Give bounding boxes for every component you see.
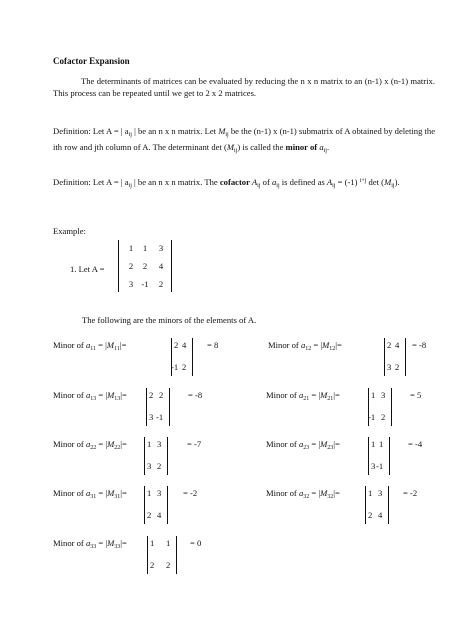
minor-cell: 2 [166,560,171,570]
determinant-left-bar [384,338,385,376]
minor-cell: 1 [368,488,373,498]
minor-label: Minor of $a_{31} = |M_{31}|=$ [53,488,127,500]
minor-cell: 3 [387,362,392,372]
minor-determinant [144,437,168,475]
minor-determinant [368,388,392,426]
minor-label: Minor of $a_{21} = |M_{21}|=$ [266,390,340,402]
minor-result: = 0 [190,538,202,548]
minor-determinant [147,536,177,574]
minors-intro: The following are the minors of the elements of A. [82,315,257,325]
determinant-right-bar [389,437,390,475]
minor-cell: 1 [379,439,384,449]
minor-cell: 1 [150,538,155,548]
definition-cofactor: Definition: Let A = | $a_{ij}$ | be an n x n matrix. The cofactor $A_{ij}$ of $a_{ij}$ is defined as $A_{ij} = (-1)$ $^{i+j}$ $\det (M_{ij})$. [53,177,400,189]
matrix-a-cell: 3 [158,243,164,253]
determinant-left-bar [365,486,366,524]
determinant-right-bar [388,486,389,524]
minor-result: = -7 [187,439,202,449]
minor-cell: 2 [368,510,373,520]
minor-cell: 1 [166,538,171,548]
minor-cell: 3 [371,461,376,471]
minor-cell: 2 [182,362,187,372]
page-title: Cofactor Expansion [53,56,130,66]
minor-label: Minor of $a_{33} = |M_{33}|=$ [53,538,127,550]
determinant-left-bar [368,437,369,475]
determinant-right-bar [167,486,168,524]
matrix-a-cell: 4 [158,261,164,271]
minor-cell: 4 [157,510,162,520]
minor-cell: 3 [147,461,152,471]
determinant-right-bar [169,388,170,426]
minor-cell: 1 [371,439,376,449]
minor-cell: 3 [381,390,386,400]
minor-determinant [368,437,390,475]
minor-label: Minor of $a_{22} = |M_{22}|=$ [53,439,127,451]
minor-determinant [144,486,168,524]
minor-cell: 4 [182,340,187,350]
minor-result: = -2 [403,488,418,498]
matrix-a-cell: 3 [128,279,134,289]
matrix-a [118,240,172,292]
minor-cell: 3 [378,488,383,498]
matrix-a-cell: 2 [158,279,164,289]
minor-cell: 2 [395,362,400,372]
example-item: 1. Let A = [70,264,105,274]
minor-cell: 3 [157,488,162,498]
minor-result: = -2 [183,488,198,498]
minor-label: Minor of $a_{11} = |M_{11}|=$ [53,340,127,352]
determinant-right-bar [167,437,168,475]
definition-minor: Definition: Let A = | $a_{ij}$ | be an n x n matrix. Let $M_{ij}$ be the (n-1) x (n-1) submatrix of A obtained by deleting the ith row and jth column of A. The determinant $\det (M_{ij})$ is called the minor of $a_{ij}$. [53,126,436,154]
minor-cell: 4 [378,510,383,520]
minor-cell: -1 [156,412,164,422]
minor-cell: 2 [149,390,154,400]
matrix-a-cell: 1 [142,243,148,253]
intro-paragraph: The determinants of matrices can be evaluated by reducing the n x n matrix to an (n-1) x (n-1) matrix. This process can be repeated until we get to 2 x 2 matrices. [53,76,435,98]
determinant-left-bar [147,536,148,574]
minor-label: Minor of $a_{12} = |M_{12}|=$ [268,340,342,352]
determinant-left-bar [144,486,145,524]
minor-cell: 2 [150,560,155,570]
minor-result: = 8 [207,340,219,350]
minor-label: Minor of $a_{13} = |M_{13}|=$ [53,390,127,402]
determinant-right-bar [176,536,177,574]
minor-determinant [365,486,389,524]
minor-result: = -4 [408,439,423,449]
determinant-left-bar [144,437,145,475]
determinant-right-bar [391,388,392,426]
minor-cell: 2 [159,390,164,400]
minor-result: = -8 [188,390,203,400]
minor-label: Minor of $a_{32} = |M_{32}|=$ [266,488,340,500]
minor-result: = -8 [412,340,427,350]
minor-cell: 2 [157,461,162,471]
minor-cell: 4 [395,340,400,350]
minor-cell: 2 [174,340,179,350]
minor-cell: -1 [171,362,179,372]
minor-cell: 2 [387,340,392,350]
minor-determinant [146,388,170,426]
minor-result: = 5 [410,390,422,400]
matrix-a-left-bar [118,240,119,292]
minor-label: Minor of $a_{23} = |M_{23}|=$ [266,439,340,451]
matrix-a-cell: -1 [141,279,149,289]
example-label: Example: [53,226,86,236]
matrix-a-right-bar [171,240,172,292]
determinant-left-bar [146,388,147,426]
matrix-a-cell: 2 [128,261,134,271]
determinant-right-bar [405,338,406,376]
minor-cell: 3 [149,412,154,422]
minor-cell: 3 [157,439,162,449]
matrix-a-cell: 1 [128,243,134,253]
determinant-right-bar [192,338,193,376]
minor-cell: 1 [371,390,376,400]
minor-cell: 2 [381,412,386,422]
minor-cell: 1 [147,488,152,498]
minor-cell: 1 [147,439,152,449]
minor-cell: -1 [376,461,384,471]
minor-cell: 2 [147,510,152,520]
minor-determinant [384,338,406,376]
matrix-a-cell: 2 [142,261,148,271]
minor-determinant [171,338,193,376]
minor-cell: -1 [368,412,376,422]
